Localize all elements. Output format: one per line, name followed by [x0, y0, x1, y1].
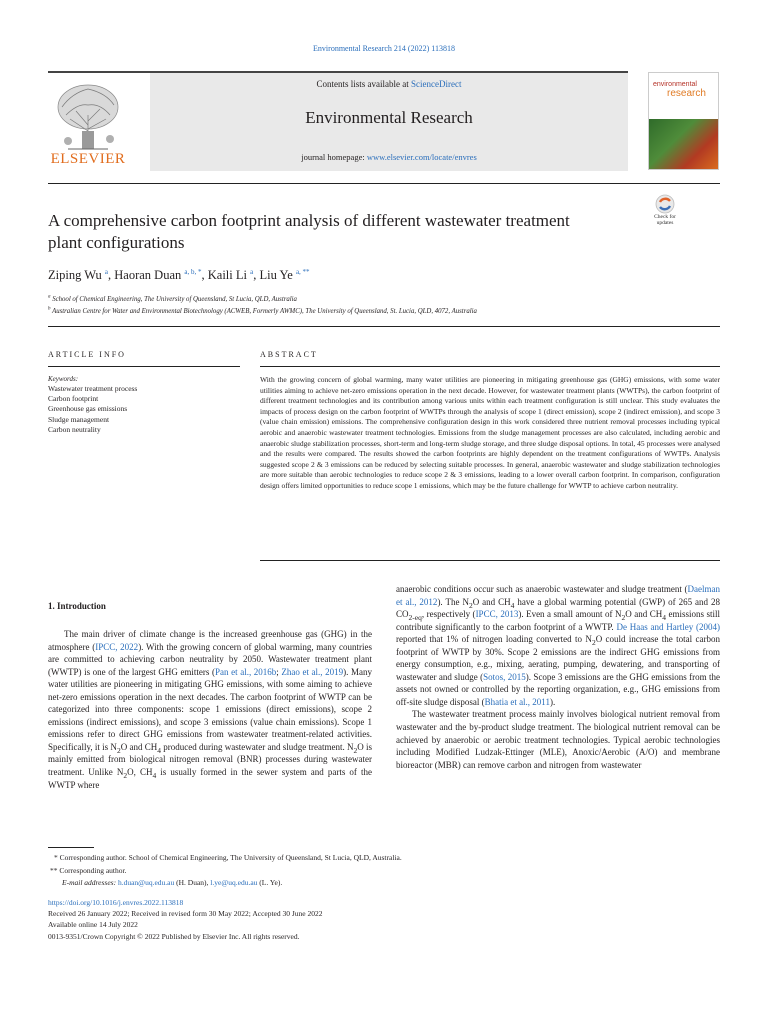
text: ). With the growing concern of global warming, many countries are committed to achieving carbon neutrality by 2050. Wastewater treatment plant (WWTP) is one of the largest GHG emitters ( — [48, 641, 373, 677]
author-sep: , — [253, 268, 260, 282]
keyword: Carbon neutrality — [48, 424, 101, 434]
copyright-line: 0013-9351/Crown Copyright © 2022 Published by Elsevier Inc. All rights reserved. — [48, 931, 300, 941]
subscript: 2-eq — [408, 612, 422, 622]
email-link[interactable]: h.duan@uq.edu.au — [117, 878, 175, 887]
header-bottom-rule — [48, 183, 720, 184]
text: O could increase the total carbon footprint of WWTP by 30%. Scope 2 emissions are the indirect GHG emissions from energy consumption, e.g., mixing, aerating, pumping, dewatering, and transporting of wastewater and sludge ( — [396, 634, 721, 682]
author-sep: , — [108, 268, 115, 282]
sciencedirect-link[interactable]: ScienceDirect — [411, 79, 462, 89]
citation-link[interactable]: IPCC, 2022 — [95, 641, 139, 652]
footnote-rule — [48, 847, 94, 848]
affiliation-bottom-rule — [48, 326, 720, 327]
subscript: 4 — [152, 770, 157, 780]
subscript: 2 — [353, 745, 358, 755]
citation-link[interactable]: Daelman et al., 2012 — [396, 584, 720, 607]
text: ). The N — [437, 596, 469, 607]
affiliation-marker: a — [48, 294, 51, 300]
keyword: Wastewater treatment process — [48, 384, 138, 393]
keywords-list — [48, 384, 137, 435]
section-heading-introduction: 1. Introduction — [48, 601, 106, 611]
author-name[interactable]: Liu Ye — [259, 268, 293, 282]
abstract-text: With the growing concern of global warming, many water utilities are pioneering in mitigating greenhouse gas (GHG) emissions, with some water utilities aiming to achieve net-zero emissions operation in the next decade. However, for wastewater treatment plants (WWTPs), the carbon footprint of different treatment technologies and its contribution among various units within each treatment configuration is still unclear. This study evaluates the impacts of process design on the carbon footprint of WWTPs through the analysis of scope 1 (direct emission), scope 2 (indirect emission), and scope 3 (value chain emission) emissions. The comprehensive configuration design in this work considered three nutrient removal processes including typical aerobic and anaerobic wastewater treatment technologies. Emissions from the sludge management processes are also calculated, including aerobic and anaerobic sludge stabilization processes, short-term and long-term sludge storage, and three sludge disposal options. In total, 45 processes were analysed and the results were compared. The results showed the carbon footprints are highly dependent on the treatment configurations of WWTPs. Analysis suggested scope 2 & 3 emissions can be reduced by selecting suitable processes. In general, anaerobic wastewater and sludge stabilization technologies are more suitable than aerobic technologies to reduce scope 2 & 3 emissions, leading to a lower overall carbon footprint. In comparison, configuration design offers limited opportunities to reduce scope 1 emissions, which may be the future challenge for WWTP to achieve carbon neutrality. — [260, 375, 720, 490]
abstract-bottom-rule — [260, 560, 720, 561]
citation-link[interactable]: De Haas and Hartley (2004) — [616, 621, 721, 632]
footnote-corresponding-1: * Corresponding author. School of Chemical Engineering, The University of Queensland, St Lucia, QLD, Australia. — [54, 853, 402, 862]
cover-title-2: research — [667, 88, 706, 99]
text: ). Scope 3 emissions are the GHG emissions from the assets not owned or controlled by the reporting organization, e.g., GHG emissions from off-site sludge disposal ( — [396, 671, 721, 707]
subscript: 4 — [510, 600, 515, 610]
email-label: E-mail addresses: — [62, 878, 117, 887]
journal-homepage — [150, 152, 628, 162]
publisher-wordmark: ELSEVIER — [50, 151, 126, 167]
affiliation — [48, 296, 297, 303]
footnote-emails — [48, 877, 648, 890]
text: reported that 1% of nitrogen loading converted to N — [396, 634, 592, 645]
footnote-corresponding-2: ** Corresponding author. — [50, 865, 127, 875]
email-link[interactable]: l.ye@uq.edu.au — [210, 878, 258, 887]
text: The main driver of climate change is the increased greenhouse gas (GHG) in the atmosphere ( — [48, 629, 372, 652]
text: anaerobic conditions occur such as anaerobic wastewater and sludge treatment ( — [396, 584, 688, 594]
check-for-updates-label — [640, 214, 690, 226]
check-text-2: updates — [656, 220, 674, 226]
doi-link[interactable]: https://doi.org/10.1016/j.envres.2022.113818 — [48, 898, 184, 907]
text: , respectively ( — [421, 609, 476, 620]
article-title: A comprehensive carbon footprint analysis of different wastewater treatment plant configurations — [48, 211, 570, 252]
text: emissions still contribute significantly to the carbon footprint of a WWTP. — [396, 609, 720, 632]
contents-prefix: Contents lists available at — [316, 79, 411, 89]
text: ). Even a small amount of N — [518, 609, 622, 620]
text: O, CH — [127, 767, 153, 778]
check-text-1: Check for — [654, 214, 676, 220]
author-affil-sup[interactable]: a — [250, 267, 254, 276]
text: O and CH — [120, 741, 158, 752]
abstract-heading: ABSTRACT — [260, 350, 318, 359]
keyword: Sludge management — [48, 414, 110, 424]
text: O and CH — [625, 609, 663, 620]
citation-link[interactable]: Pan et al., 2016b — [215, 666, 277, 677]
text: have a global warming potential (GWP) of 265 and 28 CO — [396, 596, 721, 620]
paragraph: The wastewater treatment process mainly involves biological nutrient removal from wastewater and the by-product sludge treatment. The biological nutrient removal can be achieved by anaerobic or aerobic treatment technologies. Typical aerobic technologies including Modified Ludzak-Ettinger (MLE), Anoxic/Aerobic (A/O) and membrane bioreactor (MBR) can remove carbon and nitrogen from wastewater — [396, 709, 720, 770]
email-owner: (L. Ye). — [257, 878, 283, 887]
footnotes — [48, 852, 648, 890]
contents-line — [150, 79, 628, 89]
text: ; — [276, 666, 282, 677]
journal-citation[interactable]: Environmental Research 214 (2022) 113818 — [313, 44, 455, 53]
text: produced during wastewater and sludge treatment. N — [160, 741, 354, 752]
affiliation-text: Australian Centre for Water and Environmental Biotechnology (ACWEB, Formerly AWMC), The University of Queensland, St. Lucia, QLD, 4072, Australia — [52, 308, 477, 315]
journal-title: Environmental Research — [305, 108, 473, 127]
article-metadata — [48, 897, 648, 942]
author-affil-sup[interactable]: a, b, * — [184, 267, 202, 276]
author-name[interactable]: Kaili Li — [207, 268, 247, 282]
text: O is mainly emitted from biological nitrogen removal (BNR) processes during wastewater treatment. Unlike N — [48, 741, 372, 778]
cover-title-1: environmental — [653, 81, 697, 88]
article-info-rule — [48, 366, 240, 367]
author-affil-sup[interactable]: a, ** — [295, 267, 310, 276]
subscript: 2 — [116, 745, 121, 755]
keyword: Carbon footprint — [48, 394, 99, 404]
affiliation-marker: b — [48, 306, 51, 312]
author-affil-sup[interactable]: a — [104, 267, 109, 276]
author-name[interactable]: Haoran Duan — [114, 268, 182, 282]
affiliation-text: School of Chemical Engineering, The University of Queensland, St Lucia, QLD, Australia — [52, 296, 297, 303]
cover-image — [649, 119, 718, 169]
citation-link[interactable]: Bhatia et al., 2011 — [484, 696, 550, 707]
author-list — [48, 268, 310, 283]
subscript: 2 — [468, 600, 473, 610]
subscript: 4 — [157, 745, 161, 755]
abstract-rule — [260, 366, 720, 367]
affiliation — [48, 308, 477, 315]
text: O and CH — [472, 596, 511, 607]
text: is usually formed in the sewer system and parts of the WWTP where — [48, 767, 372, 790]
body-column-left — [48, 628, 372, 791]
article-info-heading: ARTICLE INFO — [48, 350, 126, 359]
online-date: Available online 14 July 2022 — [48, 920, 138, 930]
citation-link[interactable]: Sotos, 2015 — [483, 671, 526, 682]
body-column-right — [396, 583, 720, 771]
journal-cover[interactable] — [648, 72, 719, 170]
paragraph — [48, 628, 372, 791]
citation-link[interactable]: Zhao et al., 2019 — [281, 666, 344, 677]
keywords-label: Keywords: — [48, 375, 79, 383]
author-sep: , — [201, 268, 208, 282]
subscript: 2 — [591, 637, 596, 647]
email-owner: (H. Duan), — [174, 878, 211, 887]
homepage-link[interactable]: www.elsevier.com/locate/envres — [366, 152, 477, 162]
subscript: 4 — [662, 612, 666, 622]
author-name[interactable]: Ziping Wu — [48, 268, 102, 282]
subscript: 2 — [123, 770, 128, 780]
text: ). Many water utilities are pioneering in mitigating GHG emissions, with some aiming to achieve net-zero emissions operation in the next decades. The carbon footprint of WWTP can be categorized into three components: scope 1 emissions (direct emissions), scope 2 emissions (indirect emissions), and scope 3 emissions (value chain emissions). Scope 1 emissions refer to direct GHG emissions from wastewater treatment-related activities. Specifically, it is N — [48, 666, 372, 752]
citation-link[interactable]: IPCC, 2013 — [475, 609, 519, 620]
text: ). — [549, 696, 556, 707]
homepage-label: journal homepage: — [301, 152, 367, 162]
subscript: 2 — [621, 612, 626, 622]
history-dates: Received 26 January 2022; Received in revised form 30 May 2022; Accepted 30 June 2022 — [48, 909, 323, 919]
keyword: Greenhouse gas emissions — [48, 404, 128, 414]
paragraph — [396, 583, 720, 708]
